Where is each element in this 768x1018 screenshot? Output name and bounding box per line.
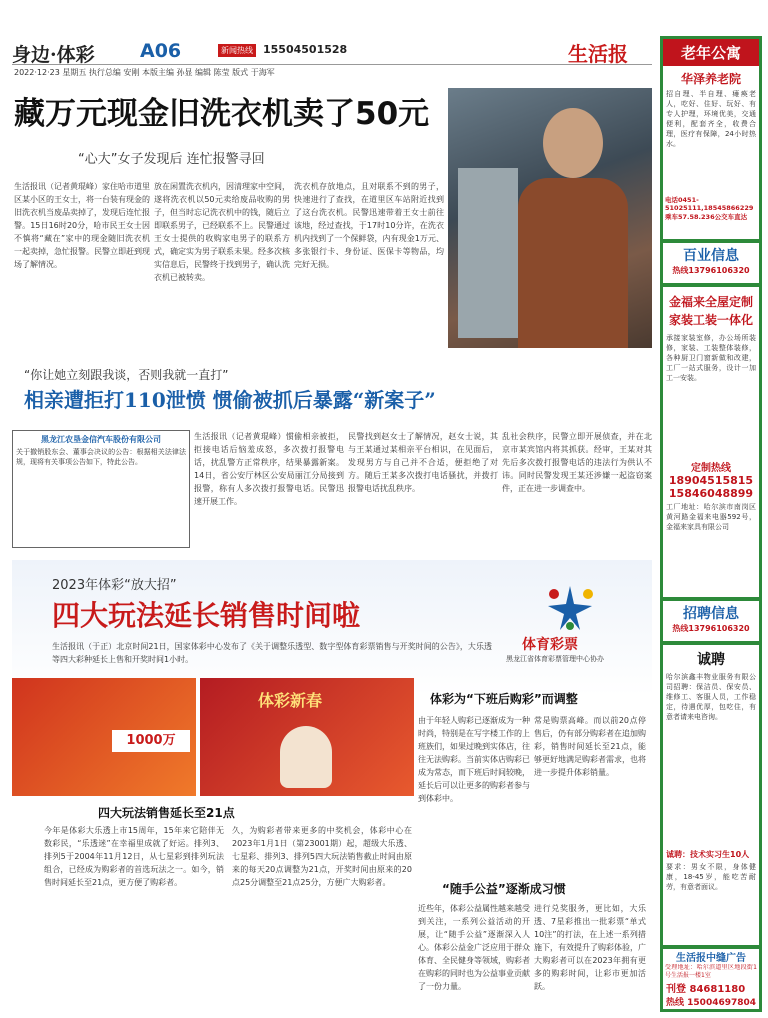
lottery-body1: 今年是体彩大乐透上市15周年，15年来它陪伴无数彩民，“乐透迷”在幸福里成就了好运。排列3、排列5于2004年11月12日，从七星彩到排列玩法组合，已经成为购彩者的首选玩法之一。如今，销售时间延长至21点，更方便了购彩者。 — [44, 826, 224, 887]
story2-col3: 乱社会秩序，民警立即开展侦查，并在北京市某宾馆内将其抓获。经审，王某对其先后多次拨打报警电话的违法行为供认不讳。同时民警发现王某还涉嫌一起盗窃案件，正在进一步调查中。 — [502, 432, 652, 493]
ad4-phone: 热线13796106320 — [672, 624, 750, 633]
ad5-job2: 要求：男女不限，身体健康，18-45岁，能吃苦耐劳，有意者面议。 — [666, 863, 756, 891]
paper-logo: 生活报 — [568, 42, 628, 66]
lottery-logo-text: 体育彩票 — [522, 637, 578, 653]
lottery-headline: 四大玩法延长销售时间啦 — [52, 599, 361, 632]
masthead-divider — [12, 64, 652, 65]
ad1-title: 老年公寓 — [663, 39, 759, 66]
ad2-phone: 热线13796106320 — [672, 266, 750, 275]
ad-custom-furniture — [663, 287, 759, 597]
photo-figure-head — [543, 108, 603, 178]
hotline-label: 新闻热线 — [218, 44, 256, 57]
ad1-address: 乘车57.58.236公交车直达 — [665, 213, 748, 221]
ad6-tel: 84681180 — [689, 984, 746, 995]
photo1-amount: 1000万 — [112, 730, 190, 752]
lottery-logo-mark — [542, 582, 598, 638]
lottery-photo2 — [200, 678, 414, 796]
ad-nursing-home — [663, 39, 759, 239]
notice-title: 黑龙江农垦金信汽车股份有限公司 — [41, 435, 161, 444]
ad-classified-notice — [663, 949, 759, 1009]
ad6-tel2-label: 热线 — [666, 998, 685, 1008]
ad3-phone2: 15846048899 — [668, 487, 754, 500]
lottery-kicker: 2023年体彩“放大招” — [52, 578, 177, 593]
star-logo-icon — [542, 582, 598, 632]
ad-hiring — [663, 645, 759, 945]
lottery-feature — [12, 560, 652, 1012]
ad3-title: 金福来全屋定制 家装工装一体化 — [668, 295, 753, 327]
ad1-name: 华泽养老院 — [680, 72, 741, 86]
ad5-text: 哈尔滨鑫丰物业服务有限公司招聘：保洁员、保安员、维修工、客服人员，工作稳定，待遇优厚，包吃住，有意者请来电咨询。 — [666, 673, 756, 721]
page-number: A06 — [140, 40, 182, 62]
story2-kicker: “你让她立刻跟我谈，否则我就一直打” — [24, 368, 229, 382]
ad3-text: 承接家装室修，办公场所装修，家装、工装整体装修，各种厨卫门窗新做和改建，工厂一站式服务，设计一加工一安装。 — [666, 334, 756, 382]
story1-subheadline: “心大”女子发现后 连忙报警寻回 — [78, 152, 265, 167]
ad6-title: 生活报中缝广告 — [676, 953, 746, 964]
ad-business-info — [663, 243, 759, 283]
lottery-subhead3: “随手公益”逐渐成习惯 — [442, 882, 566, 896]
ad6-tel-label: 刊登 — [666, 984, 686, 995]
ad6-text: 受理地址：哈尔滨道里区地段街1号生活报一楼1室 — [665, 964, 757, 979]
photo2-rabbit-figure — [280, 726, 332, 788]
story2-headline: 相亲遭拒打110泄愤 惯偷被抓后暴露“新案子” — [24, 388, 436, 412]
lottery-body2: 久，为购彩者带来更多的中奖机会，体彩中心在2023年1月1日（第23001期）起，超级大乐透、七星彩、排列3、排列5四大玩法销售截止时间由原来的每天20点调整为21点，开奖时间由原来的20点25分调整至21点25分，方便广大购彩者。 — [232, 826, 412, 887]
story2-col1: 生活报讯（记者黄琨峰）惯偷相亲被拒，拒接电话后恼羞成怒，多次拨打报警电话，扰乱警方正常秩序，结果暴露新案。14日，省公安厅林区公安局丽江分局接到报警，称有人多次拨打报警电话。民警迅速开展工作。 — [194, 432, 344, 506]
ad5-job1: 诚聘：技术实习生10人 — [666, 850, 750, 859]
ad1-phone: 电话0451-51025111,18545866229 — [665, 196, 754, 212]
story1-headline: 藏万元现金旧洗衣机卖了50元 — [14, 96, 430, 132]
story1-photo — [448, 88, 652, 348]
dateline: 2022·12·23 星期五 执行总编 安刚 本版主编 孙显 编辑 陈莹 版式 于海军 — [14, 68, 275, 77]
legal-notice — [12, 430, 190, 548]
lottery-body3: 由于年轻人购彩已逐渐成为一种时尚，特别是在写字楼工作的上班族们，如果过晚到实体店，往往无法购彩。当前实体店购彩已成为常态，而下班后时间较晚，延长后可以让更多的购彩者参与到体彩中。 — [418, 716, 530, 803]
lottery-logo-subtext: 黑龙江省体育彩票管理中心协办 — [506, 655, 604, 663]
story1-col1: 生活报讯（记者黄琨峰）家住哈市道里区某小区的王女士，将一台装有现金的旧洗衣机当废品卖掉了，发现后连忙报警。15日16时20分，哈市民王女士因不慎将“藏在”家中的现金随旧洗衣机一起卖掉，急忙报警。民警立即赶到现场了解情况。 — [14, 182, 150, 269]
photo-figure-body — [518, 178, 628, 348]
ad6-tel2: 15004697804 — [687, 998, 757, 1008]
classified-sidebar — [660, 36, 762, 1012]
lottery-subhead2: 体彩为“下班后购彩”而调整 — [430, 692, 578, 706]
ad1-text: 招自理、半自理、瘫痪老人，吃好、住好、玩好、有专人护理，环境优美，交通便利，配套齐全，收费合理，医疗有保障，24小时热水。 — [666, 90, 756, 148]
photo2-label: 体彩新春 — [258, 691, 323, 710]
ad2-title: 百业信息 — [683, 248, 739, 264]
photo-washer — [458, 168, 518, 338]
lottery-subhead1: 四大玩法销售延长至21点 — [98, 806, 235, 820]
ad-recruitment-info — [663, 601, 759, 641]
ad3-label: 定制热线 — [691, 463, 731, 474]
story1-col2: 放在闲置洗衣机内，因清理家中空间，遂将洗衣机以50元卖给废品收购的男子，但当时忘记洗衣机中的钱，随后立即联系男子，已经联系不上。民警通过王女士提供的收购家电男子的联系方式，确定实为男子联系未果。经多次核实信息后，民警终于找到男子，确认洗衣机已被转卖。 — [154, 182, 290, 282]
lottery-photo1 — [12, 678, 196, 796]
lottery-body6: 进行兑奖服务，更比如，大乐透、7星彩推出一批彩票“单式10注”的打法，在上述一系列措施下，有效提升了购彩体验，广大购彩者可以在2023年拥有更多的购彩时间，让彩市更加活跃。 — [534, 904, 646, 991]
lottery-body4: 常是购票高峰。而以前20点停售后，仍有部分购彩者在追加购彩，销售时间延长至21点，能够更好地满足购彩者需求，也将进一步提升体彩销量。 — [534, 716, 646, 777]
ad4-title: 招聘信息 — [683, 606, 739, 622]
ad5-title: 诚聘 — [697, 652, 725, 668]
lottery-body5: 近些年，体彩公益属性越来越受到关注，一系列公益活动的开展，让“随手公益”逐渐深入人心。体彩公益金广泛应用于群众体育、全民健身等领域，购彩者在购彩的同时也为公益事业贡献了一份力量。 — [418, 904, 530, 991]
hotline-number: 15504501528 — [263, 43, 348, 56]
ad3-address: 工厂地址：哈尔滨市南岗区黄河路金福来电器592号，金福来家具有限公司 — [666, 503, 756, 531]
story2-col2: 民警找到赵女士了解情况，赵女士说，其与王某通过某相亲平台相识，在见面后，发现男方与自己并不合适，便拒绝了对方。随后王某多次拨打电话骚扰，并拨打报警电话扰乱秩序。 — [348, 432, 498, 493]
lottery-lead: 生活报讯（于正）北京时间21日，国家体彩中心发布了《关于调整乐透型、数字型体育彩票销售与开奖时间的公告》，大乐透等四大彩种延长上售和开奖时间1小时。 — [52, 642, 492, 664]
notice-text: 关于撤销股东会、董事会决议的公告：根据相关法律法规，现将有关事项公告如下，特此公告。 — [16, 448, 186, 466]
section-title: 身边·体彩 — [12, 44, 95, 66]
ad3-phone1: 18904515815 — [668, 474, 754, 487]
story1-col3: 洗衣机存放地点，且对联系不到的男子，快速进行了查找，在道里区车站附近找到了这台洗衣机。民警迅速带着王女士前往该地，经过查找，于17时10分许，在洗衣机内找到了一个保鲜袋，内有现金1万元、多张银行卡、身份证、医保卡等物品，均完好无损。 — [294, 182, 444, 269]
